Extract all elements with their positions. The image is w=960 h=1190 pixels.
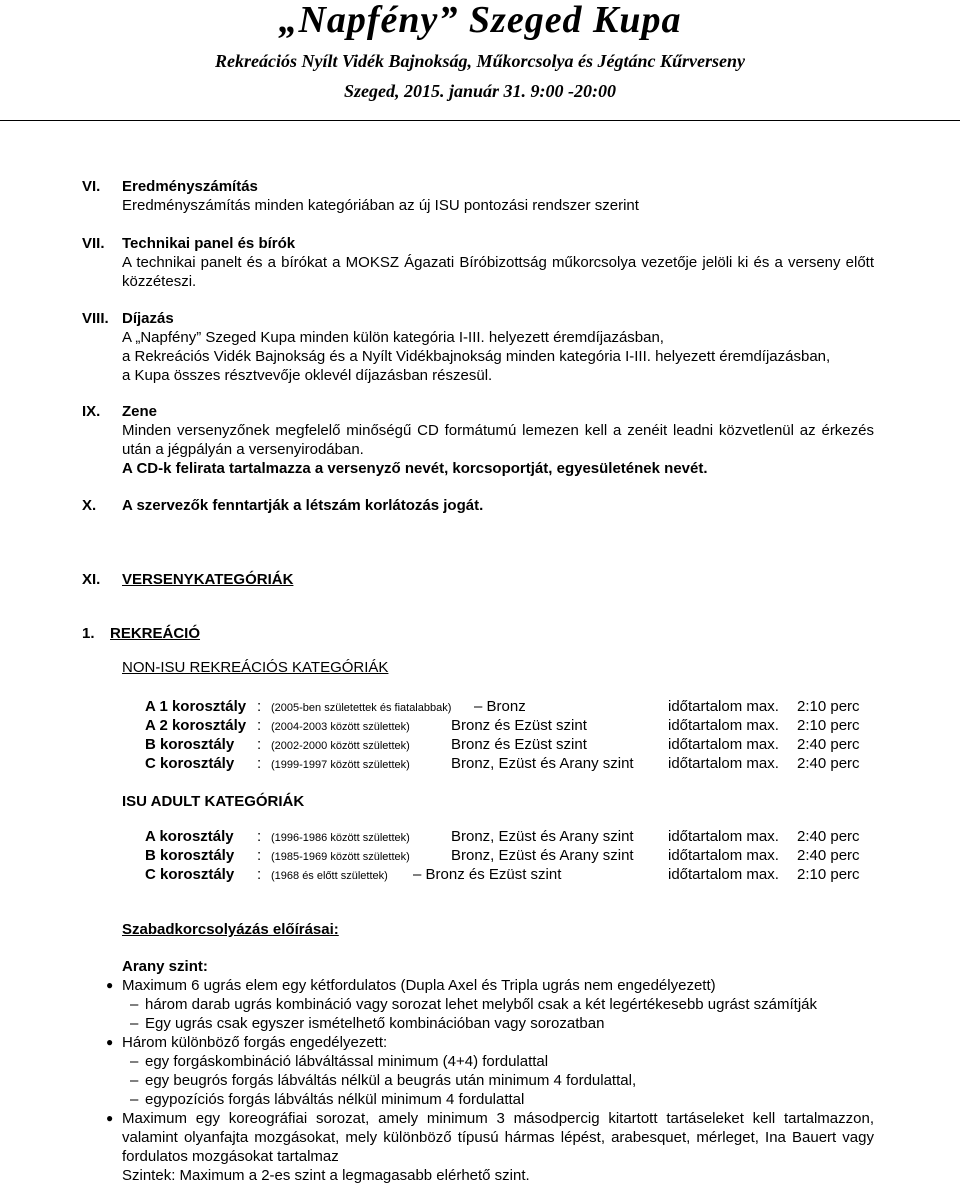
section-number: IX. bbox=[82, 403, 101, 420]
category-class-suffix: : bbox=[257, 698, 262, 715]
category-class-suffix: : bbox=[257, 866, 262, 883]
section-number: VIII. bbox=[82, 310, 109, 327]
list-subitem: Egy ugrás csak egyszer ismételhető kombinációban vagy sorozatban bbox=[145, 1015, 605, 1032]
header-divider bbox=[0, 120, 960, 121]
category-duration: 2:10 perc bbox=[797, 717, 860, 734]
section-text: Minden versenyzőnek megfelelő minőségű CD formátumú lemezen kell a zenéit leadni közvetlenül az érkezés után a jégpályán a versenyirodában. bbox=[122, 422, 874, 458]
dash-icon: – bbox=[130, 1053, 139, 1070]
category-class: A korosztály bbox=[145, 828, 234, 845]
category-duration-label: időtartalom max. bbox=[668, 866, 779, 883]
dash-icon: – bbox=[130, 1091, 139, 1108]
category-age-range: (2004-2003 között születtek) bbox=[271, 721, 410, 733]
category-duration-label: időtartalom max. bbox=[668, 828, 779, 845]
section-title-versenykategoriak: VERSENYKATEGÓRIÁK bbox=[122, 571, 294, 588]
section-text: A technikai panelt és a bírókat a MOKSZ Ágazati Bíróbizottság műkorcsolya vezetője jelöli ki és a verseny előtt közzéteszi. bbox=[122, 254, 874, 290]
category-duration-label: időtartalom max. bbox=[668, 847, 779, 864]
category-class-suffix: : bbox=[257, 736, 262, 753]
category-class-suffix: : bbox=[257, 717, 262, 734]
section-text-bold: A CD-k felirata tartalmazza a versenyző nevét, korcsoportját, egyesületének nevét. bbox=[122, 460, 708, 477]
category-class-suffix: : bbox=[257, 828, 262, 845]
category-class: C korosztály bbox=[145, 866, 235, 883]
category-medal: Bronz és Ezüst szint bbox=[451, 736, 587, 753]
dash-icon: – bbox=[130, 1072, 139, 1089]
category-class: B korosztály bbox=[145, 847, 235, 864]
category-class-suffix: : bbox=[257, 847, 262, 864]
dash-icon: – bbox=[130, 1015, 139, 1032]
dash-icon: – bbox=[130, 996, 139, 1013]
category-medal: – Bronz és Ezüst szint bbox=[413, 866, 562, 883]
nonisu-title: NON-ISU REKREÁCIÓS KATEGÓRIÁK bbox=[122, 659, 389, 676]
category-age-range: (2002-2000 között születtek) bbox=[271, 740, 410, 752]
category-duration: 2:40 perc bbox=[797, 755, 860, 772]
category-age-range: (1999-1997 között születtek) bbox=[271, 759, 410, 771]
category-medal: Bronz és Ezüst szint bbox=[451, 717, 587, 734]
category-duration: 2:40 perc bbox=[797, 736, 860, 753]
list-item: Maximum 6 ugrás elem egy kétfordulatos (Dupla Axel és Tripla ugrás nem engedélyezett) bbox=[122, 977, 716, 994]
category-class: C korosztály bbox=[145, 755, 235, 772]
section-text: a Kupa összes résztvevője oklevél díjazásban részesül. bbox=[122, 367, 493, 384]
category-duration: 2:10 perc bbox=[797, 866, 860, 883]
bullet-icon: ● bbox=[106, 1035, 114, 1049]
category-class: A 1 korosztály bbox=[145, 698, 247, 715]
szintek-text: Szintek: Maximum a 2-es szint a legmagasabb elérhető szint. bbox=[122, 1167, 530, 1184]
list-item: Három különböző forgás engedélyezett: bbox=[122, 1034, 388, 1051]
category-duration: 2:40 perc bbox=[797, 847, 860, 864]
section-text: A „Napfény” Szeged Kupa minden külön kategória I-III. helyezett éremdíjazásban, bbox=[122, 329, 664, 346]
category-class: B korosztály bbox=[145, 736, 235, 753]
category-duration: 2:10 perc bbox=[797, 698, 860, 715]
bullet-icon: ● bbox=[106, 978, 114, 992]
isu-title: ISU ADULT KATEGÓRIÁK bbox=[122, 793, 305, 810]
category-medal: Bronz, Ezüst és Arany szint bbox=[451, 847, 634, 864]
section-number: VI. bbox=[82, 178, 101, 195]
category-class-suffix: : bbox=[257, 755, 262, 772]
section-text-bold: A szervezők fenntartják a létszám korlátozás jogát. bbox=[122, 497, 484, 514]
category-age-range: (1968 és előtt születtek) bbox=[271, 870, 388, 882]
section-text: a Rekreációs Vidék Bajnokság és a Nyílt Vidékbajnokság minden kategória I-III. helyezett éremdíjazásban, bbox=[122, 348, 831, 365]
section-title-eredmenyszamitas: Eredményszámítás bbox=[122, 178, 258, 195]
list-subitem: egypozíciós forgás lábváltás nélkül minimum 4 fordulattal bbox=[145, 1091, 525, 1108]
section-title-dijazas: Díjazás bbox=[122, 310, 174, 327]
section-title-technikai-panel: Technikai panel és bírók bbox=[122, 235, 296, 252]
document-subtitle: Rekreációs Nyílt Vidék Bajnokság, Műkorcsolya és Jégtánc Kűrverseny bbox=[215, 51, 745, 71]
section-number: X. bbox=[82, 497, 97, 514]
arany-title: Arany szint: bbox=[122, 958, 208, 975]
category-duration-label: időtartalom max. bbox=[668, 736, 779, 753]
list-subitem: egy forgáskombináció lábváltással minimum (4+4) fordulattal bbox=[145, 1053, 549, 1070]
section-text: Eredményszámítás minden kategóriában az új ISU pontozási rendszer szerint bbox=[122, 197, 639, 214]
list-subitem: egy beugrós forgás lábváltás nélkül a beugrás után minimum 4 fordulattal, bbox=[145, 1072, 637, 1089]
category-duration-label: időtartalom max. bbox=[668, 698, 779, 715]
category-age-range: (2005-ben születettek és fiatalabbak) bbox=[271, 702, 452, 714]
list-item: Maximum egy koreográfiai sorozat, amely minimum 3 másodpercig kitartott tartáseleket kell tartalmazzon, valamint olyanfajta mozgásokat, mely különböző típusú hármas lépést, arabesquet, mérleget, Ina Bauert vagy fordulatos mozgásokat tartalmaz bbox=[122, 1110, 874, 1165]
subsection-title-rekreacio: REKREÁCIÓ bbox=[110, 625, 201, 642]
category-medal: – Bronz bbox=[474, 698, 526, 715]
document-date: Szeged, 2015. január 31. 9:00 -20:00 bbox=[343, 81, 616, 101]
category-duration: 2:40 perc bbox=[797, 828, 860, 845]
category-age-range: (1985-1969 között születtek) bbox=[271, 851, 410, 863]
category-duration-label: időtartalom max. bbox=[668, 717, 779, 734]
category-medal: Bronz, Ezüst és Arany szint bbox=[451, 755, 634, 772]
document-title: „Napfény” Szeged Kupa bbox=[278, 0, 682, 41]
szabad-title: Szabadkorcsolyázás előírásai: bbox=[122, 921, 339, 938]
section-title-zene: Zene bbox=[122, 403, 158, 420]
category-medal: Bronz, Ezüst és Arany szint bbox=[451, 828, 634, 845]
category-duration-label: időtartalom max. bbox=[668, 755, 779, 772]
subsection-number: 1. bbox=[82, 625, 95, 642]
section-number: XI. bbox=[82, 571, 101, 588]
category-age-range: (1996-1986 között születtek) bbox=[271, 832, 410, 844]
section-number: VII. bbox=[82, 235, 105, 252]
category-class: A 2 korosztály bbox=[145, 717, 247, 734]
bullet-icon: ● bbox=[106, 1111, 114, 1125]
list-subitem: három darab ugrás kombináció vagy sorozat lehet melyből csak a két legértékesebb ugrást számítják bbox=[145, 996, 818, 1013]
